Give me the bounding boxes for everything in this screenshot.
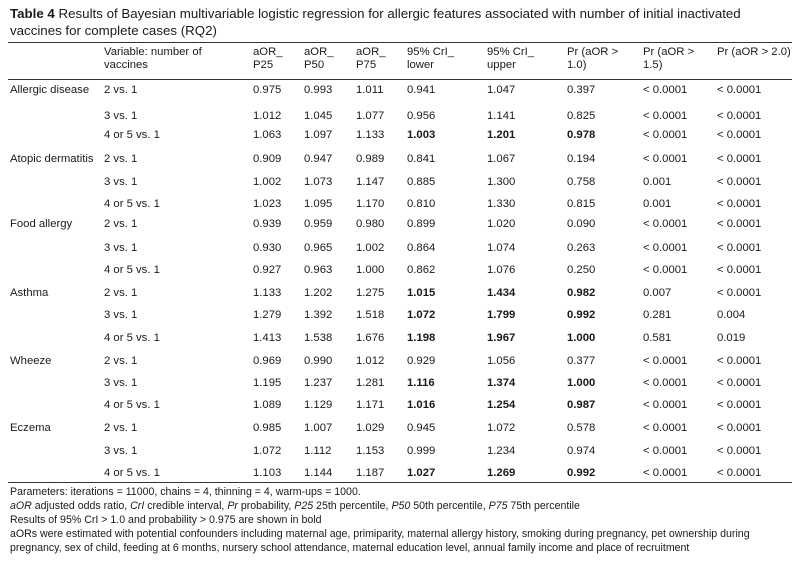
value-cell: 1.330 [487, 198, 516, 210]
abbr-term: CrI [130, 500, 145, 512]
value-cell: 0.578 [567, 422, 596, 434]
value-cell: < 0.0001 [643, 445, 688, 457]
value-cell: 1.023 [253, 198, 282, 210]
value-cell: < 0.0001 [717, 264, 762, 276]
bottom-rule [8, 482, 792, 483]
value-cell: 0.758 [567, 176, 596, 188]
value-cell: 1.112 [304, 445, 332, 457]
value-cell: 1.072 [407, 309, 436, 321]
value-cell: 1.202 [304, 287, 333, 299]
comparison-cell: 3 vs. 1 [104, 110, 138, 122]
value-cell: 0.992 [567, 309, 596, 321]
value-cell: 0.965 [304, 242, 333, 254]
value-cell: < 0.0001 [717, 355, 762, 367]
value-cell: 0.397 [567, 84, 596, 96]
comparison-cell: 3 vs. 1 [104, 377, 138, 389]
value-cell: < 0.0001 [643, 110, 688, 122]
value-cell: 1.097 [304, 129, 333, 141]
value-cell: < 0.0001 [643, 264, 688, 276]
value-cell: 0.001 [643, 176, 672, 188]
value-cell: 1.133 [253, 287, 282, 299]
value-cell: 0.250 [567, 264, 596, 276]
value-cell: 1.002 [356, 242, 385, 254]
value-cell: 1.073 [304, 176, 333, 188]
col-header-5: 95% CrI_ upper [487, 46, 535, 71]
value-cell: 1.015 [407, 287, 436, 299]
value-cell: 0.810 [407, 198, 436, 210]
value-cell: 1.237 [304, 377, 333, 389]
value-cell: < 0.0001 [717, 198, 762, 210]
value-cell: 0.956 [407, 110, 436, 122]
value-cell: 0.263 [567, 242, 596, 254]
footnote-parameters: Parameters: iterations = 11000, chains = 4, thinning = 4, warm-ups = 1000. [10, 486, 361, 498]
value-cell: 1.095 [304, 198, 333, 210]
abbr-term: P50 [391, 500, 411, 512]
col-header-4: 95% CrI_ lower [407, 46, 455, 71]
value-cell: 0.090 [567, 218, 596, 230]
value-cell: 1.012 [253, 110, 282, 122]
value-cell: < 0.0001 [717, 153, 762, 165]
value-cell: 1.002 [253, 176, 282, 188]
value-cell: 0.999 [407, 445, 436, 457]
caption-text: Results of Bayesian multivariable logistic regression for allergic features associated with number of initial inactivated vaccines for complete cases (RQ2) [10, 6, 741, 38]
value-cell: 1.072 [487, 422, 516, 434]
value-cell: 0.993 [304, 84, 333, 96]
value-cell: 1.413 [253, 332, 282, 344]
value-cell: 0.980 [356, 218, 385, 230]
value-cell: 0.929 [407, 355, 436, 367]
value-cell: 0.007 [643, 287, 672, 299]
value-cell: < 0.0001 [717, 84, 762, 96]
value-cell: 1.434 [487, 287, 516, 299]
value-cell: 0.862 [407, 264, 436, 276]
value-cell: 0.969 [253, 355, 282, 367]
value-cell: 1.000 [567, 332, 596, 344]
value-cell: < 0.0001 [717, 129, 762, 141]
abbr-definition: 75th percentile [507, 500, 580, 512]
value-cell: 0.281 [643, 309, 672, 321]
value-cell: 1.056 [487, 355, 516, 367]
value-cell: 1.141 [487, 110, 516, 122]
value-cell: 0.581 [643, 332, 672, 344]
value-cell: 1.011 [356, 84, 384, 96]
value-cell: < 0.0001 [643, 399, 688, 411]
value-cell: < 0.0001 [717, 110, 762, 122]
abbr-term: Pr [227, 500, 238, 512]
abbr-term: P75 [488, 500, 508, 512]
abbr-term: P25 [294, 500, 314, 512]
abbr-definition: adjusted odds ratio, [31, 500, 131, 512]
value-cell: 0.963 [304, 264, 333, 276]
value-cell: 0.939 [253, 218, 282, 230]
footnote-bold-note: Results of 95% CrI > 1.0 and probability > 0.975 are shown in bold [10, 514, 322, 526]
value-cell: 1.045 [304, 110, 333, 122]
col-header-2: aOR_ P50 [304, 46, 334, 71]
outcome-label: Food allergy [10, 218, 73, 230]
outcome-label: Allergic disease [10, 84, 90, 96]
comparison-cell: 4 or 5 vs. 1 [104, 399, 160, 411]
value-cell: < 0.0001 [717, 377, 762, 389]
value-cell: 1.133 [356, 129, 385, 141]
comparison-cell: 4 or 5 vs. 1 [104, 467, 160, 479]
value-cell: < 0.0001 [717, 176, 762, 188]
value-cell: < 0.0001 [643, 84, 688, 96]
value-cell: < 0.0001 [643, 153, 688, 165]
value-cell: < 0.0001 [717, 287, 762, 299]
value-cell: < 0.0001 [643, 377, 688, 389]
value-cell: 1.012 [356, 355, 385, 367]
value-cell: 1.967 [487, 332, 516, 344]
comparison-cell: 3 vs. 1 [104, 242, 138, 254]
value-cell: 1.003 [407, 129, 436, 141]
value-cell: 1.275 [356, 287, 385, 299]
value-cell: 1.047 [487, 84, 516, 96]
value-cell: 1.147 [356, 176, 385, 188]
value-cell: 0.978 [567, 129, 596, 141]
value-cell: 1.076 [487, 264, 516, 276]
abbr-definition: 50th percentile, [410, 500, 489, 512]
value-cell: 1.000 [567, 377, 596, 389]
col-header-3: aOR_ P75 [356, 46, 386, 71]
value-cell: 1.171 [356, 399, 385, 411]
value-cell: 0.825 [567, 110, 596, 122]
value-cell: 0.974 [567, 445, 596, 457]
outcome-label: Asthma [10, 287, 49, 299]
value-cell: 0.909 [253, 153, 282, 165]
comparison-cell: 4 or 5 vs. 1 [104, 129, 160, 141]
value-cell: 0.947 [304, 153, 333, 165]
comparison-cell: 3 vs. 1 [104, 309, 138, 321]
comparison-cell: 4 or 5 vs. 1 [104, 198, 160, 210]
value-cell: 1.392 [304, 309, 333, 321]
value-cell: 1.170 [356, 198, 385, 210]
value-cell: 1.254 [487, 399, 516, 411]
value-cell: 1.201 [487, 129, 516, 141]
value-cell: < 0.0001 [643, 218, 688, 230]
value-cell: 0.930 [253, 242, 282, 254]
value-cell: 1.300 [487, 176, 516, 188]
comparison-cell: 2 vs. 1 [104, 218, 138, 230]
value-cell: 1.063 [253, 129, 282, 141]
value-cell: 1.198 [407, 332, 436, 344]
outcome-label: Wheeze [10, 355, 52, 367]
value-cell: 0.987 [567, 399, 596, 411]
value-cell: < 0.0001 [717, 422, 762, 434]
comparison-cell: 4 or 5 vs. 1 [104, 264, 160, 276]
value-cell: 1.281 [356, 377, 385, 389]
footnote-abbreviations [10, 500, 580, 513]
comparison-cell: 2 vs. 1 [104, 287, 138, 299]
col-header-7: Pr (aOR > 1.5) [643, 46, 695, 71]
value-cell: 0.945 [407, 422, 436, 434]
value-cell: 1.538 [304, 332, 333, 344]
value-cell: 0.004 [717, 309, 746, 321]
col-header-6: Pr (aOR > 1.0) [567, 46, 619, 71]
comparison-cell: 4 or 5 vs. 1 [104, 332, 160, 344]
value-cell: 1.129 [304, 399, 333, 411]
footnote-adjustment-line-1: aORs were estimated with potential confounders including maternal age, primiparity, maternal allergy history, smoking during pregnancy, pet ownership during [10, 528, 750, 540]
value-cell: 0.927 [253, 264, 282, 276]
value-cell: < 0.0001 [643, 467, 688, 479]
value-cell: < 0.0001 [717, 467, 762, 479]
header-rule [8, 79, 792, 80]
outcome-label: Atopic dermatitis [10, 153, 94, 165]
value-cell: 1.234 [487, 445, 516, 457]
top-rule [8, 42, 792, 43]
value-cell: 0.885 [407, 176, 436, 188]
value-cell: 1.072 [253, 445, 282, 457]
value-cell: 0.194 [567, 153, 596, 165]
value-cell: 1.074 [487, 242, 516, 254]
value-cell: 1.029 [356, 422, 385, 434]
value-cell: 0.992 [567, 467, 596, 479]
comparison-cell: 2 vs. 1 [104, 84, 138, 96]
value-cell: 0.815 [567, 198, 596, 210]
comparison-cell: 2 vs. 1 [104, 422, 138, 434]
value-cell: 0.377 [567, 355, 596, 367]
col-header-8: Pr (aOR > 2.0) [717, 46, 791, 58]
value-cell: 1.269 [487, 467, 516, 479]
value-cell: 0.841 [407, 153, 436, 165]
comparison-cell: 3 vs. 1 [104, 445, 138, 457]
value-cell: 1.027 [407, 467, 436, 479]
value-cell: < 0.0001 [643, 355, 688, 367]
value-cell: < 0.0001 [643, 422, 688, 434]
table-number: Table 4 [10, 6, 55, 21]
value-cell: 1.195 [253, 377, 282, 389]
value-cell: 1.676 [356, 332, 385, 344]
value-cell: 1.153 [356, 445, 385, 457]
value-cell: 0.864 [407, 242, 436, 254]
value-cell: 1.279 [253, 309, 282, 321]
footnote-adjustment-line-2: pregnancy, sex of child, feeding at 6 months, nursery school attendance, maternal education level, annual family income and place of recruitment [10, 542, 690, 554]
value-cell: 0.982 [567, 287, 596, 299]
value-cell: 0.990 [304, 355, 333, 367]
value-cell: 1.007 [304, 422, 333, 434]
value-cell: 1.016 [407, 399, 436, 411]
value-cell: < 0.0001 [643, 129, 688, 141]
value-cell: 1.067 [487, 153, 516, 165]
value-cell: 0.959 [304, 218, 333, 230]
value-cell: 1.077 [356, 110, 385, 122]
value-cell: 1.020 [487, 218, 516, 230]
abbr-definition: 25th percentile, [313, 500, 392, 512]
value-cell: < 0.0001 [717, 445, 762, 457]
value-cell: < 0.0001 [717, 399, 762, 411]
value-cell: 1.116 [407, 377, 435, 389]
value-cell: 0.019 [717, 332, 746, 344]
value-cell: 0.899 [407, 218, 436, 230]
value-cell: 0.941 [407, 84, 436, 96]
comparison-cell: 3 vs. 1 [104, 176, 138, 188]
value-cell: 1.103 [253, 467, 282, 479]
value-cell: 1.089 [253, 399, 282, 411]
outcome-label: Eczema [10, 422, 51, 434]
value-cell: 0.985 [253, 422, 282, 434]
value-cell: 1.187 [356, 467, 385, 479]
abbr-term: aOR [10, 500, 32, 512]
table-caption [10, 5, 790, 39]
value-cell: < 0.0001 [717, 218, 762, 230]
value-cell: 1.374 [487, 377, 516, 389]
col-header-variable: Variable: number of vaccines [104, 46, 202, 71]
comparison-cell: 2 vs. 1 [104, 153, 138, 165]
abbr-definition: probability, [237, 500, 295, 512]
value-cell: 1.799 [487, 309, 516, 321]
value-cell: 0.001 [643, 198, 672, 210]
value-cell: 0.989 [356, 153, 385, 165]
col-header-1: aOR_ P25 [253, 46, 283, 71]
value-cell: 1.144 [304, 467, 333, 479]
value-cell: 1.518 [356, 309, 385, 321]
value-cell: < 0.0001 [643, 242, 688, 254]
value-cell: < 0.0001 [717, 242, 762, 254]
value-cell: 0.975 [253, 84, 282, 96]
comparison-cell: 2 vs. 1 [104, 355, 138, 367]
abbr-definition: credible interval, [144, 500, 228, 512]
value-cell: 1.000 [356, 264, 385, 276]
